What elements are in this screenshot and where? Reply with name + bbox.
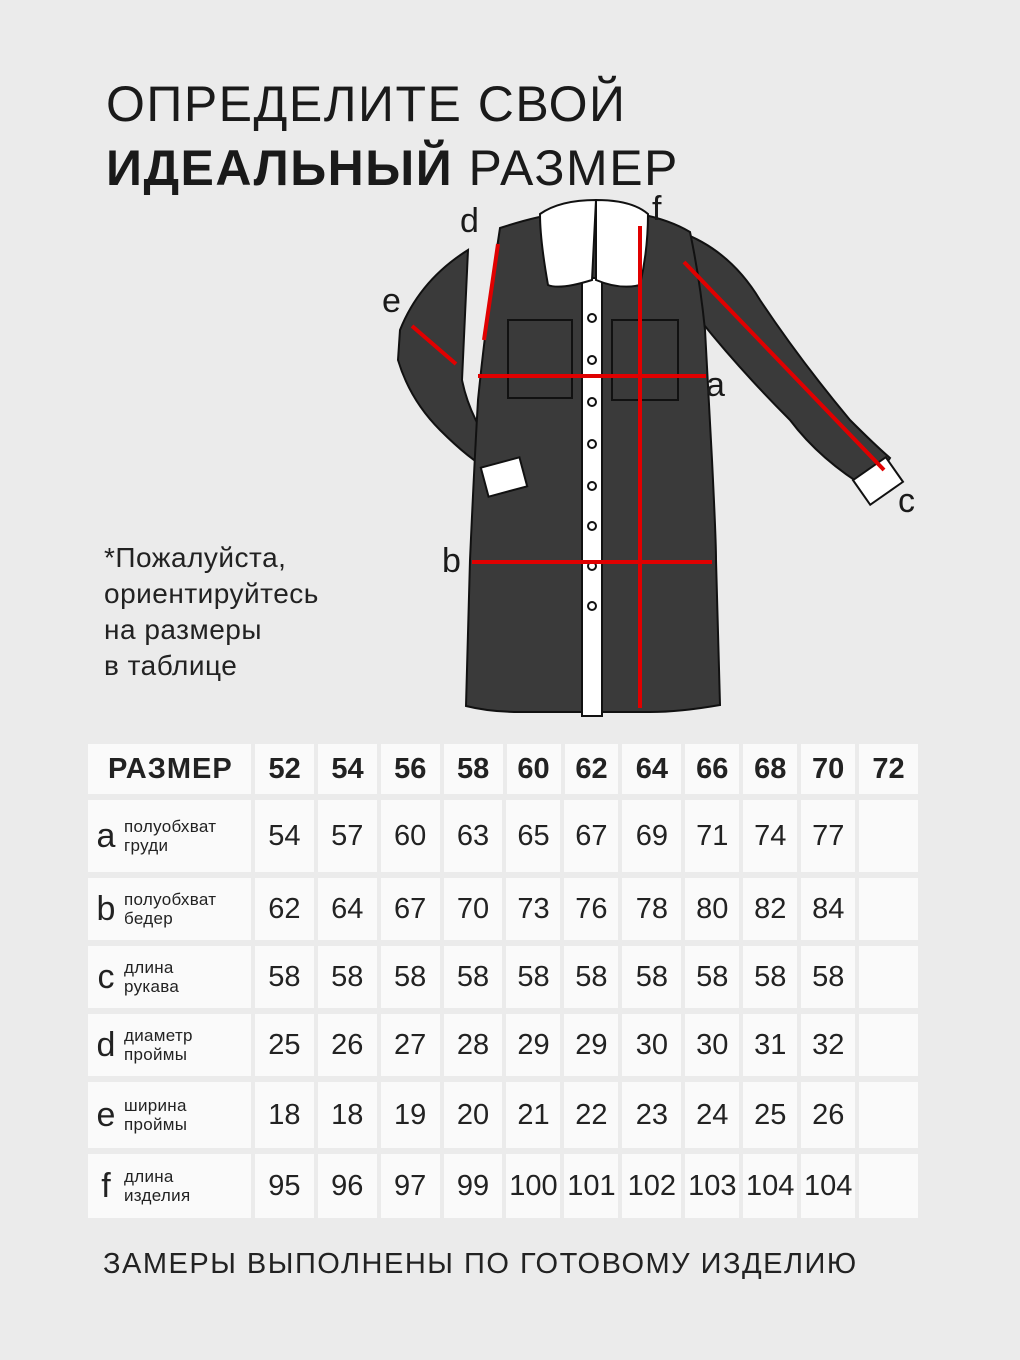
header-size-cell: 54 (318, 744, 377, 794)
row-description-line-2: проймы (124, 1115, 188, 1134)
row-label-cell (88, 800, 251, 872)
table-cell: 63 (444, 800, 503, 872)
row-description-line-1: длина (124, 958, 174, 977)
row-description-line-1: полуобхват (124, 890, 217, 909)
size-note (104, 540, 319, 684)
table-cell (859, 1014, 918, 1076)
table-cell: 20 (444, 1082, 503, 1148)
table-cell: 74 (743, 800, 797, 872)
table-cell: 102 (622, 1154, 681, 1218)
table-cell: 19 (381, 1082, 440, 1148)
table-cell (859, 800, 918, 872)
table-row (88, 1154, 918, 1218)
header-size-cell: 60 (507, 744, 561, 794)
row-description (124, 1096, 187, 1134)
table-cell: 18 (318, 1082, 377, 1148)
table-cell: 80 (685, 878, 739, 940)
row-label-cell (88, 878, 251, 940)
table-cell: 77 (801, 800, 855, 872)
label-e: e (382, 282, 401, 320)
table-cell: 60 (381, 800, 440, 872)
table-cell (859, 946, 918, 1008)
row-description (124, 817, 216, 855)
note-line-2: ориентируйтесь (104, 578, 319, 609)
table-cell: 73 (506, 878, 560, 940)
pocket-left (508, 320, 572, 398)
row-label-cell (88, 1082, 251, 1148)
table-cell: 25 (255, 1014, 314, 1076)
table-cell: 29 (564, 1014, 618, 1076)
header-label: РАЗМЕР (88, 744, 251, 794)
row-description-line-1: полуобхват (124, 817, 217, 836)
title-rest: РАЗМЕР (453, 140, 679, 196)
row-label-cell (88, 946, 251, 1008)
header-size-cell: 52 (255, 744, 314, 794)
table-cell: 31 (743, 1014, 797, 1076)
table-cell: 27 (381, 1014, 440, 1076)
table-cell: 32 (801, 1014, 855, 1076)
pocket-right (612, 320, 678, 400)
table-cell: 18 (255, 1082, 314, 1148)
label-d: d (460, 202, 479, 240)
table-cell: 82 (743, 878, 797, 940)
footer-note: ЗАМЕРЫ ВЫПОЛНЕНЫ ПО ГОТОВОМУ ИЗДЕЛИЮ (103, 1248, 858, 1280)
note-line-4: в таблице (104, 650, 238, 681)
title-bold-word: ИДЕАЛЬНЫЙ (106, 140, 454, 196)
table-cell: 71 (685, 800, 739, 872)
table-cell: 65 (506, 800, 560, 872)
table-cell: 78 (622, 878, 681, 940)
header-size-cell: 62 (565, 744, 619, 794)
size-table (88, 744, 918, 1224)
table-cell: 67 (381, 878, 440, 940)
row-description-line-1: ширина (124, 1096, 187, 1115)
row-letter: f (101, 1166, 111, 1205)
row-description-line-1: диаметр (124, 1026, 193, 1045)
table-cell: 95 (255, 1154, 314, 1218)
header-size-cell: 64 (622, 744, 681, 794)
header-size-cell: 68 (743, 744, 797, 794)
label-c: c (898, 482, 915, 520)
table-cell: 104 (743, 1154, 797, 1218)
table-cell: 58 (743, 946, 797, 1008)
table-cell: 67 (564, 800, 618, 872)
row-description-line-2: бедер (124, 909, 173, 928)
table-cell: 58 (564, 946, 618, 1008)
row-letter: d (96, 1025, 116, 1064)
row-description (124, 890, 216, 928)
table-row (88, 800, 918, 872)
note-line-1: *Пожалуйста, (104, 542, 287, 573)
table-cell: 97 (381, 1154, 440, 1218)
row-description (124, 1167, 190, 1205)
table-cell: 69 (622, 800, 681, 872)
table-cell: 58 (318, 946, 377, 1008)
note-line-3: на размеры (104, 614, 263, 645)
table-row (88, 1014, 918, 1076)
table-cell: 103 (685, 1154, 739, 1218)
header-size-cell: 58 (444, 744, 503, 794)
table-cell: 99 (444, 1154, 503, 1218)
table-cell: 76 (564, 878, 618, 940)
table-cell: 57 (318, 800, 377, 872)
table-cell: 23 (622, 1082, 681, 1148)
row-description-line-1: длина (124, 1167, 174, 1186)
row-description-line-2: изделия (124, 1186, 191, 1205)
table-cell: 62 (255, 878, 314, 940)
table-cell: 84 (801, 878, 855, 940)
table-cell: 30 (622, 1014, 681, 1076)
table-cell: 104 (801, 1154, 855, 1218)
table-cell: 101 (564, 1154, 618, 1218)
table-cell: 21 (506, 1082, 560, 1148)
row-description (124, 958, 179, 996)
row-letter: a (96, 816, 116, 855)
title-line-1: ОПРЕДЕЛИТЕ СВОЙ (106, 76, 627, 132)
table-cell: 26 (318, 1014, 377, 1076)
row-description-line-2: проймы (124, 1045, 188, 1064)
table-cell (859, 878, 918, 940)
label-a: a (706, 366, 725, 404)
table-cell: 58 (381, 946, 440, 1008)
table-cell: 58 (801, 946, 855, 1008)
table-cell: 64 (318, 878, 377, 940)
table-cell: 26 (801, 1082, 855, 1148)
row-description-line-2: груди (124, 836, 169, 855)
header-size-cell: 70 (801, 744, 855, 794)
table-cell: 70 (444, 878, 503, 940)
table-cell: 58 (685, 946, 739, 1008)
table-row (88, 878, 918, 940)
row-label-cell (88, 1014, 251, 1076)
table-cell (859, 1154, 918, 1218)
table-cell: 30 (685, 1014, 739, 1076)
table-cell: 54 (255, 800, 314, 872)
table-cell: 25 (743, 1082, 797, 1148)
table-cell: 28 (444, 1014, 503, 1076)
row-letter: c (97, 957, 115, 996)
table-cell: 58 (255, 946, 314, 1008)
table-cell: 22 (564, 1082, 618, 1148)
table-cell: 29 (506, 1014, 560, 1076)
header-size-cell: 56 (381, 744, 440, 794)
header-size-cell: 66 (685, 744, 739, 794)
placket (582, 278, 602, 716)
label-f: f (652, 190, 662, 228)
table-cell (859, 1082, 918, 1148)
row-letter: e (96, 1095, 116, 1134)
label-b: b (442, 542, 461, 580)
table-cell: 58 (622, 946, 681, 1008)
table-row (88, 1082, 918, 1148)
header-size-cell: 72 (859, 744, 918, 794)
table-cell: 100 (506, 1154, 560, 1218)
table-cell: 58 (444, 946, 503, 1008)
table-cell: 58 (506, 946, 560, 1008)
row-letter: b (96, 889, 116, 928)
row-label-cell (88, 1154, 251, 1218)
collar-left (540, 200, 596, 287)
table-cell: 24 (685, 1082, 739, 1148)
table-header-row (88, 744, 918, 794)
row-description-line-2: рукава (124, 977, 180, 996)
table-row (88, 946, 918, 1008)
table-cell: 96 (318, 1154, 377, 1218)
row-description (124, 1026, 193, 1064)
